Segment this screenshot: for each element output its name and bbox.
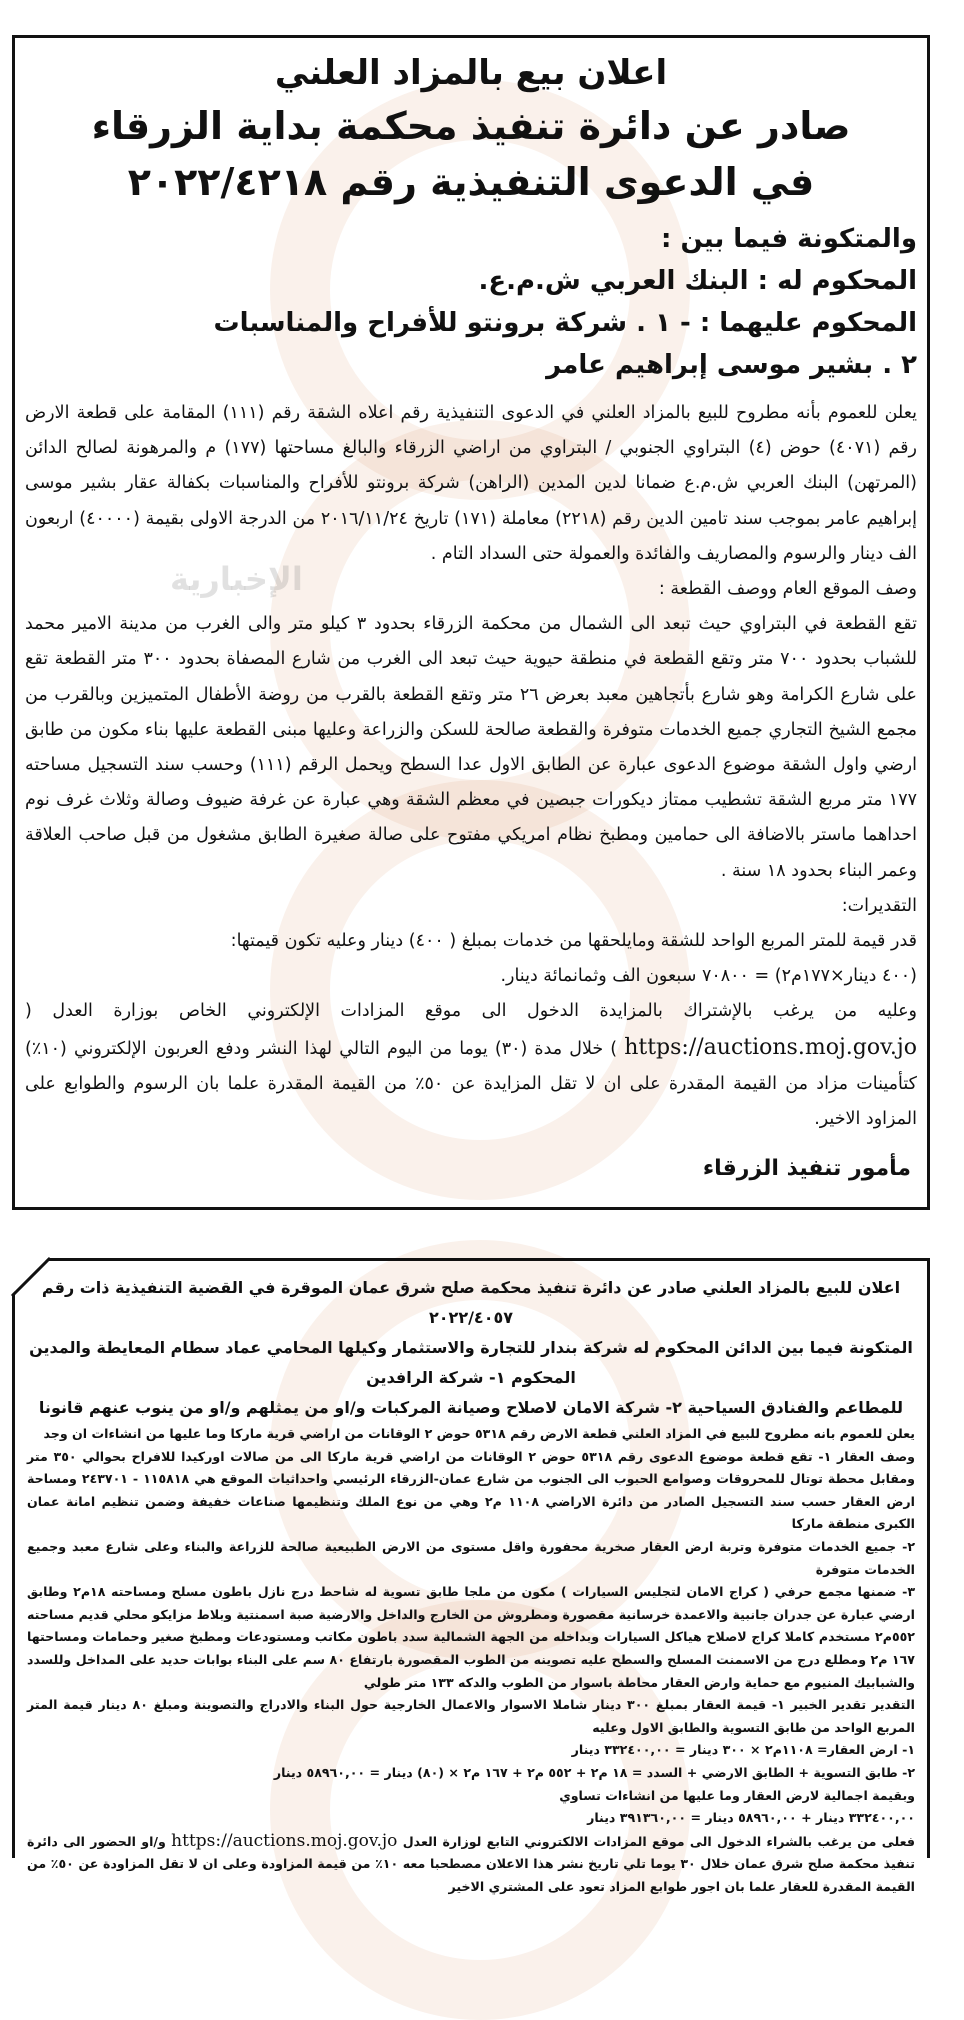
notice2-p2: وصف العقار ١- تقع قطعة موضوع الدعوى رقم ٥٣١٨ حوض ٢ الوقانات من اراضي قرية ماركا الى من صالات اوركيدا للافراح بحوالي ٣٥٠ متر ومقابل محطة توتال للمحروقات وصوامع الحبوب الى الجنوب من شارع عمان-الزرقاء الرئيسي واحداثيات الموقع هي ١١٥٨١٨ - ٢٤٣٧٠١ ومساحة ارض العقار حسب سند التسجيل الصادر من دائرة الاراضي ١١٠٨ م٢ وهي من نوع الملك وتنظيمها صناعات خفيفة وضمن تنظيم امانة عمان الكبرى منطقة ماركا [27,1448,915,1532]
notice2-corner-cut [10,1256,50,1296]
notice2-p1: يعلن للعموم بانه مطروح للبيع في المزاد العلني قطعة الارض رقم ٥٣١٨ حوض ٢ الوقانات من اراضي قرية ماركا وما عليها من انشاءات ان وجد [43,1426,915,1441]
notice2-p10 [27,1830,915,1899]
case-number: في الدعوى التنفيذية رقم ٢٠٢٢/٤٢١٨ [127,160,815,204]
notice2-p10-text-2: و/او الحضور الى دائرة تنفيذ محكمة صلح شرق عمان خلال ٣٠ يوما تلي تاريخ نشر هذا الاعلان مصطحبا معه ١٠٪ من قيمة المزاودة وعلى ان لا تقل المزاودة عن ٥٠٪ من القيمة المقدرة للعقار علما بان اجور طوابع المزاد تعود على المشتري الاخير [27,1833,916,1894]
defendant-2: ٢ . بشير موسى إبراهيم عامر [546,350,917,380]
notice2-p9: ٣٣٢٤٠٠,٠٠ دينار + ٥٨٩٦٠,٠٠ دينار = ٣٩١٣٦٠,٠٠ دينار [587,1810,915,1826]
estimate-line-2: (٤٠٠ دينار×١٧٧م٢) = ٧٠٨٠٠ سبعون الف وثمانمائة دينار. [500,966,917,987]
notice2-head-2: المتكونة فيما بين الدائن المحكوم له شركة بندار للتجارة والاستثمار وكيلها المحامي عماد سطام المعايطة والمدين المحكوم ١- شركة الرافدين [29,1338,913,1387]
notice2-head-1: اعلان للبيع بالمزاد العلني صادر عن دائرة تنفيذ محكمة صلح شرق عمان الموقرة في القضية التنفيذية ذات رقم ٢٠٢٢/٤٠٥٧ [41,1278,901,1327]
notice2-p10-text-1: فعلى من يرغب بالشراء الدخول الى موقع المزادات الالكتروني التابع لوزارة العدل [402,1833,916,1849]
plaintiff: المحكوم له : البنك العربي ش.م.ع. [478,266,917,296]
signature: مأمور تنفيذ الزرقاء [702,1156,911,1182]
notice2-p6: ١- ارض العقار= ١١٠٨م٢ × ٣٠٠ دينار = ٣٣٢٤٠٠,٠٠ دينار [571,1742,915,1758]
auctions-url-link[interactable]: https://auctions.moj.gov.jo [624,1034,917,1060]
notice-issuer: صادر عن دائرة تنفيذ محكمة بداية الزرقاء [91,104,851,148]
notice2-p5: التقدير تقدير الخبير ١- قيمة العقار بمبلغ ٣٠٠ دينار شاملا الاسوار والاعمال الخارجية حول البناء والادراج والتصوينة ومبلغ ٨٠ دينار قيمة المتر المربع الواحد من طابق التسوية والطابق الاول وعليه [27,1697,915,1735]
participation-paragraph [25,994,917,1137]
parties-block [25,218,917,386]
auction-notice-east-amman [12,1258,930,1894]
notice2-head-3: للمطاعم والفنادق السياحية ٢- شركة الامان لاصلاح وصيانة المركبات و/او من يمثلهم و/او من ينوب عنهم قانونا [38,1398,904,1417]
auction-notice-zarqa [12,35,930,1210]
estimates-heading: التقديرات: [841,895,917,916]
notice-title: اعلان بيع بالمزاد العلني [274,53,668,93]
notice2-p7: ٢- طابق التسوية + الطابق الارضي + السدد = ١٨ م٢ + ٥٥٢ م٢ + ١٦٧ م٢ × (٨٠) دينار = ٥٨٩٦٠,٠٠ دينار [273,1764,915,1780]
notice2-p4: ٣- ضمنها مجمع حرفي ( كراج الامان لتجليس السيارات ) مكون من ملجا طابق تسوية له شاحط درج نازل باطون مسلح ومساحته ١٨م٢ وطابق ارضي عبارة عن جدران جانبية والاعمدة خرسانية مقصورة ومطروش من الخارج والداخل والارضية صبة اسمنتية وبلاط مزايكو محلي قديم مساحته ٥٥٢م٢ مستخدم كاملا كراج لاصلاح هياكل السيارات وبداخله من الجهة الشمالية سدد باطون مكاتب ومستودعات ومطبخ صغير وحمامات ومساحتها ١٦٧ م٢ ومطلع درج من الاسمنت المسلح والسطح عليه تصوينه من الطوب المقصورة بارتفاع ٨٠ سم على البناء بوابات حديد على المداخل وللسدد والشبابيك المنيوم مع حماية وارض العقار محاطة باسوار من الطوب والدكه ١٣٣ متر طولي [27,1584,915,1690]
notice-body [25,396,917,1137]
watermark-text: الإخبارية [170,560,303,598]
parties-intro: والمتكونة فيما بين : [661,224,917,254]
participation-text-2: ) خلال مدة (٣٠) يوما من اليوم التالي لهذا النشر ودفع العربون الإلكتروني (١٠٪) كتأمينات مزاد من القيمة المقدرة على ان لا تقل المزايدة عن ٥٠٪ من القيمة المقدرة علما بان الرسوم والطوابع على المزاود الاخير. [25,1038,917,1130]
participation-text-1: وعليه من يرغب بالإشتراك بالمزايدة الدخول الى موقع المزادات الإلكتروني الخاص بوزارة العدل ( [25,1001,917,1022]
defendant-1: المحكوم عليهما : - ١ . شركة برونتو للأفراح والمناسبات [213,308,917,338]
location-paragraph: تقع القطعة في البتراوي حيث تبعد الى الشمال من محكمة الزرقاء بحدود ٣ كيلو متر والى الغرب من مدينة الامير محمد للشباب بحدود ٧٠٠ متر وتقع القطعة في منطقة حيوية حيث تبعد الى الغرب من شارع المصفاة بحدود ٣٠٠ متر القطعة تقع على شارع الكرامة وهو شارع بأتجاهين معبد بعرض ٢٦ متر وتقع القطعة بالقرب من روضة الأطفال المتميزين وبالقرب من مجمع الشيخ التجاري جميع الخدمات متوفرة والقطعة صالحة للسكن والزراعة وعليها مبنى القطعة عليها بناء مكون من طابق ارضي واول الشقة موضوع الدعوى عبارة عن الطابق الاول عدا السطح ويحمل الرقم (١١١) وحسب سند التسجيل مساحته ١٧٧ متر مربع الشقة تشطيب ممتاز ديكورات جبصين في معظم الشقة وهي عبارة عن غرفة ضيوف وصالة وثلاث غرف نوم احداهما ماستر بالاضافة الى حمامين ومطبخ نظام امريكي مفتوح على صالة صغيرة الطابق مشغول من قبل صاحب العلاقة وعمر البناء بحدود ١٨ سنة . [25,614,918,881]
location-heading: وصف الموقع العام ووصف القطعة : [658,579,917,600]
notice2-p3: ٢- جميع الخدمات متوفرة وتربة ارض العقار صخرية محفورة واقل مستوى من الارض الطبيعية صالحة للزراعة والبناء وعلى شارع معبد وجميع الخدمات متوفرة [27,1538,915,1577]
auctions-url-link-2[interactable]: https://auctions.moj.gov.jo [171,1830,398,1851]
notice2-body [27,1423,915,1898]
main-paragraph: يعلن للعموم بأنه مطروح للبيع بالمزاد العلني في الدعوى التنفيذية رقم اعلاه الشقة رقم (١١١) المقامة على قطعة الارض رقم (٤٠٧١) حوض (٤) البتراوي الجنوبي / البتراوي من اراضي الزرقاء والبالغ مساحتها (١٧٧) م والمرهونة لصالح الدائن (المرتهن) البنك العربي ش.م.ع ضمانا لدين المدين (الراهن) شركة برونتو للأفراح والمناسبات بكفالة عقار بشير موسى إبراهيم عامر بموجب سند تامين الدين رقم (٢٢١٨) معاملة (١٧١) تاريخ ٢٠١٦/١١/٢٤ من الدرجة الاولى بقيمة (٤٠٠٠٠) اربعون الف دينار والرسوم والمصاريف والفائدة والعمولة حتى السداد التام . [25,403,918,564]
notice2-p8: وبقيمة اجمالية لارض العقار وما عليها من انشاءات تساوي [559,1787,915,1803]
estimate-line-1: قدر قيمة للمتر المربع الواحد للشقة ومايلحقها من خدمات بمبلغ ( ٤٠٠) دينار وعليه تكون قيمتها: [230,931,917,952]
